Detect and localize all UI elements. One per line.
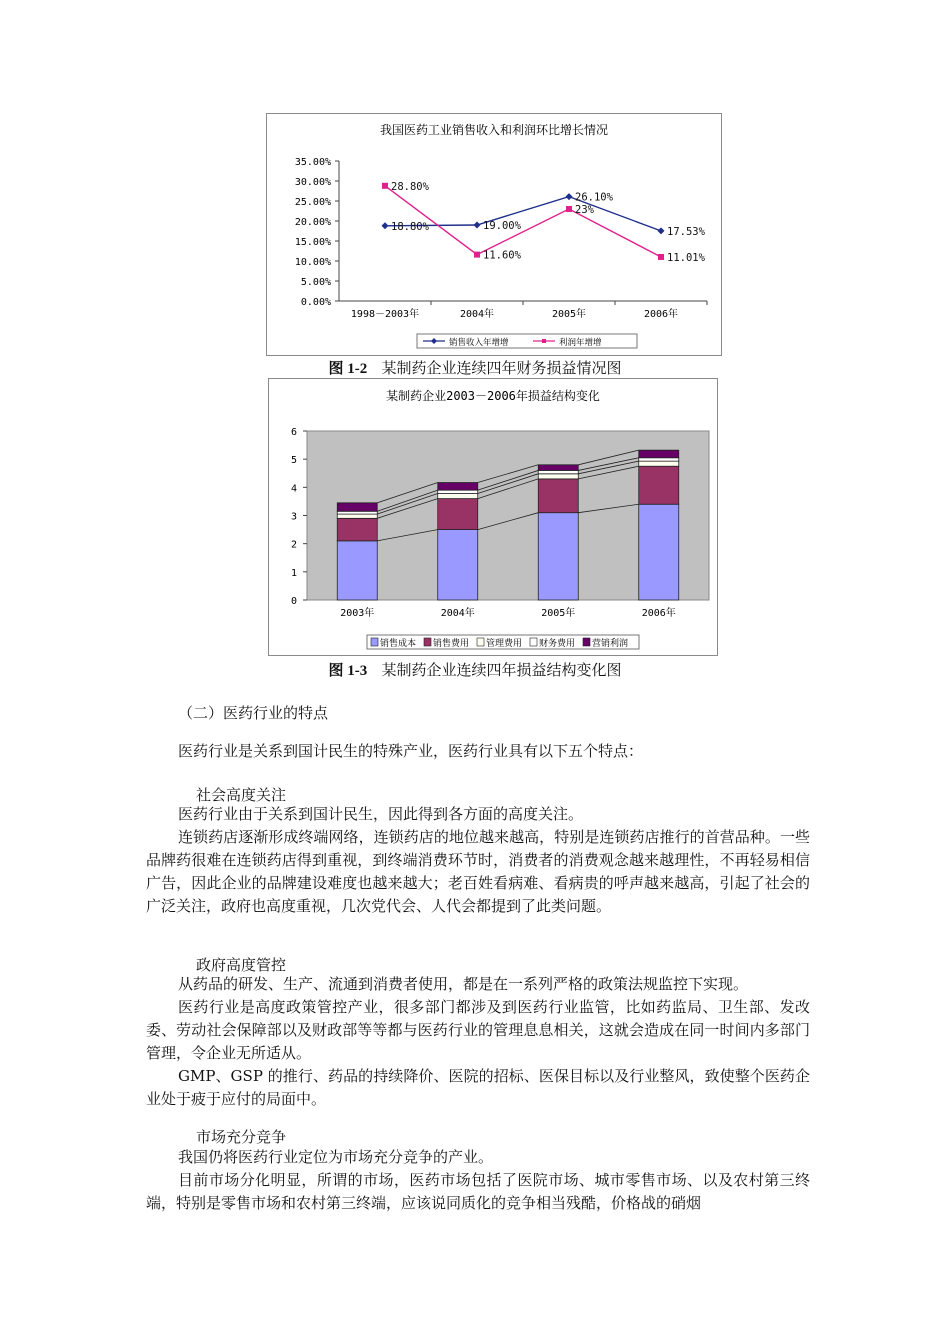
- y-tick-label: 20.00%: [294, 217, 331, 228]
- legend-marker: [431, 338, 437, 344]
- legend-label: 管理费用: [486, 639, 523, 649]
- legend-label: 销售成本: [380, 639, 417, 649]
- bar-chart-figure: [268, 378, 718, 656]
- y-tick-label: 5.00%: [300, 277, 331, 288]
- y-tick-label: 0: [290, 596, 297, 607]
- y-tick-label: 35.00%: [294, 157, 331, 168]
- legend-label: 利润年增增: [559, 338, 602, 348]
- data-label: 23%: [575, 204, 594, 216]
- line-chart: [267, 114, 721, 355]
- data-label: 28.80%: [391, 180, 429, 193]
- bar-segment: [438, 483, 478, 491]
- x-tick-label: 1998－2003年: [350, 309, 420, 320]
- legend-swatch: [371, 638, 378, 646]
- paragraph: 医药行业是高度政策管控产业，很多部门都涉及到医药行业监管，比如药监局、卫生部、发改委、劳动社会保障部以及财政部等等都与医药行业的管理息息相关，这就会造成在同一时间内多部门管理，令企业无所适从。: [146, 998, 810, 1062]
- bar-segment: [337, 511, 377, 514]
- y-tick-label: 6: [290, 427, 297, 438]
- data-point: [474, 222, 481, 229]
- data-point: [474, 252, 480, 258]
- section-heading: （二）医药行业的特点: [178, 704, 329, 722]
- bar-segment: [639, 461, 679, 466]
- legend-label: 营销利润: [592, 639, 629, 649]
- figure-1-2-label: 图 1-2: [328, 361, 368, 377]
- y-tick-label: 30.00%: [294, 177, 331, 188]
- item-heading-government-control: 政府高度管控: [196, 956, 287, 974]
- bar-segment: [538, 474, 578, 479]
- chart-title: 我国医药工业销售收入和利润环比增长情况: [379, 123, 609, 137]
- data-point: [382, 183, 388, 189]
- figure-1-2-text: 某制药企业连续四年财务损益情况图: [381, 359, 622, 377]
- paragraph: 从药品的研发、生产、流通到消费者使用，都是在一系列严格的政策法规监控下实现。: [178, 975, 749, 993]
- y-tick-label: 10.00%: [294, 257, 331, 268]
- data-point: [566, 193, 573, 200]
- data-point: [382, 222, 389, 229]
- x-tick-label: 2006年: [641, 608, 676, 619]
- data-label: 11.60%: [483, 249, 521, 262]
- x-tick-label: 2004年: [459, 309, 495, 320]
- y-tick-label: 15.00%: [294, 237, 331, 248]
- y-tick-label: 4: [290, 483, 297, 495]
- paragraph: 医药行业由于关系到国计民生，因此得到各方面的高度关注。: [178, 805, 584, 823]
- section-intro: 医药行业是关系到国计民生的特殊产业，医药行业具有以下五个特点：: [178, 742, 644, 760]
- bar-segment: [337, 518, 377, 541]
- paragraph: 我国仍将医药行业定位为市场充分竞争的产业。: [178, 1148, 494, 1166]
- x-tick-label: 2003年: [340, 608, 375, 619]
- x-tick-label: 2005年: [541, 608, 576, 619]
- legend-swatch: [530, 638, 537, 646]
- paragraph: 连锁药店逐渐形成终端网络，连锁药店的地位越来越高，特别是连锁药店推行的首营品种。一些品牌药很难在连锁药店得到重视，到终端消费环节时，消费者的消费观念越来越理性，不再轻易相信广告，因此企业的品牌建设难度也越来越大；老百姓看病难、看病贵的呼声越来越高，引起了社会的广泛关注，政府也高度重视，几次党代会、人代会都提到了此类问题。: [146, 828, 810, 915]
- item-heading-market-competition: 市场充分竞争: [196, 1128, 287, 1146]
- figure-1-3-caption: [0, 659, 950, 680]
- y-tick-label: 25.00%: [294, 197, 331, 208]
- bar-segment: [639, 450, 679, 458]
- paragraph: 目前市场分化明显，所谓的市场，医药市场包括了医院市场、城市零售市场、以及农村第三终端，特别是零售市场和农村第三终端，应该说同质化的竞争相当残酷，价格战的硝烟: [146, 1171, 810, 1212]
- data-label: 17.53%: [667, 225, 705, 238]
- bar-segment: [639, 466, 679, 504]
- data-point: [658, 254, 664, 260]
- y-tick-label: 5: [290, 455, 297, 467]
- bar-segment: [337, 541, 377, 600]
- line-chart-figure: [266, 113, 722, 356]
- legend-swatch: [583, 638, 590, 646]
- bar-segment: [337, 503, 377, 511]
- data-label: 19.00%: [483, 220, 521, 232]
- x-tick-label: 2006年: [643, 309, 679, 320]
- bar-chart: [269, 379, 717, 655]
- legend-swatch: [424, 638, 431, 646]
- legend-label: 销售收入年增增: [449, 338, 509, 348]
- y-tick-label: 2: [290, 539, 297, 551]
- figure-1-2-caption: [0, 357, 950, 378]
- data-label: 11.01%: [667, 251, 705, 264]
- chart-title: 某制药企业2003－2006年损益结构变化: [386, 389, 600, 403]
- bar-segment: [639, 458, 679, 461]
- bar-segment: [538, 513, 578, 600]
- bar-segment: [337, 514, 377, 518]
- data-label: 26.10%: [575, 191, 613, 204]
- bar-segment: [438, 530, 478, 600]
- x-tick-label: 2004年: [440, 608, 475, 619]
- bar-segment: [438, 494, 478, 499]
- data-point: [566, 206, 572, 212]
- paragraph: GMP、GSP 的推行、药品的持续降价、医院的招标、医保目标以及行业整风，致使整个医药企业处于疲于应付的局面中。: [146, 1067, 810, 1108]
- y-tick-label: 1: [290, 567, 297, 579]
- figure-1-3-label: 图 1-3: [328, 663, 368, 679]
- legend-marker: [542, 339, 546, 343]
- data-label: 18.80%: [391, 220, 429, 233]
- bar-segment: [438, 499, 478, 530]
- legend-swatch: [477, 638, 484, 646]
- data-point: [658, 227, 665, 234]
- legend-label: 财务费用: [539, 639, 576, 649]
- bar-segment: [538, 465, 578, 471]
- figure-1-3-text: 某制药企业连续四年损益结构变化图: [381, 661, 622, 679]
- y-tick-label: 0.00%: [300, 297, 331, 308]
- x-tick-label: 2005年: [551, 309, 587, 320]
- bar-segment: [538, 470, 578, 473]
- y-tick-label: 3: [290, 511, 297, 523]
- bar-segment: [438, 490, 478, 493]
- bar-segment: [538, 479, 578, 513]
- legend-label: 销售费用: [433, 639, 470, 649]
- item-heading-social-attention: 社会高度关注: [196, 786, 287, 804]
- bar-segment: [639, 504, 679, 600]
